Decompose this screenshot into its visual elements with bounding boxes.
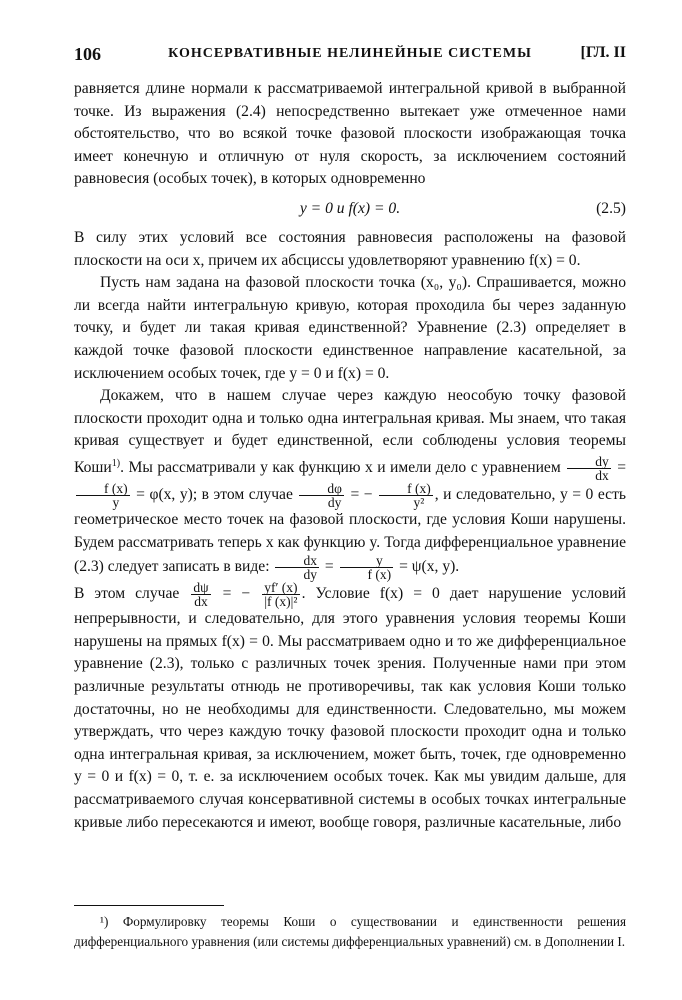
equation-2-5-body: y = 0 и f(x) = 0.	[299, 199, 401, 217]
main-text	[74, 78, 626, 834]
footnote-marker: 1)	[111, 457, 121, 469]
paragraph-4-part-c: = φ(x, y); в этом случае	[136, 486, 293, 504]
paragraph-4-part-b: . Мы рассматривали y как функцию x и имели дело с уравнением	[120, 459, 561, 477]
paragraph-5-part-b: . Условие f(x) = 0 дает нарушение условий непрерывности, и следовательно, для этого уравнения условия теоремы Коши нарушены на прямых f(x) = 0. Мы рассматриваем одно и то же дифференциальное уравнение (2.3), только с различных точек зрения. Полученные нами при этом различные результаты отнюдь не противоречивы, так как условия Коши только достаточны, но не необходимы для единственности. Следовательно, мы можем утверждать, что через каждую точку фазовой плоскости проходит одна и только одна интегральная кривая, за исключением, может быть, точек, где одновременно y = 0 и f(x) = 0, т. е. за исключением особых точек. Как мы увидим дальше, для рассматриваемого случая консервативной системы в особых точках интегральные кривые либо пересекаются и имеют, вообще говоря, различные касательные, либо	[74, 585, 627, 831]
chapter-label: [ГЛ. II	[580, 44, 626, 61]
equation-2-5-number: (2.5)	[596, 199, 626, 217]
fraction-dpsi-dx: $\frac{d\psi}{dx}$	[193, 580, 209, 610]
footnote-mark: ¹)	[100, 914, 109, 929]
fraction-fx-y: $\frac{f (x)}{y}$	[76, 482, 130, 509]
paragraph-5	[74, 581, 626, 834]
minus-sign: = −	[350, 486, 373, 504]
minus-sign-2: = −	[222, 585, 251, 603]
paragraph-4-part-a: Докажем, что в нашем случае через каждую неособую точку фазовой плоскости проходит одна и только одна интегральная кривая. Мы знаем, что такая кривая существует и будет единственной, если соблюдены условия теоремы Коши	[74, 387, 626, 477]
running-title: КОНСЕРВАТИВНЫЕ НЕЛИНЕЙНЫЕ СИСТЕМЫ	[168, 46, 532, 61]
footnote-divider	[74, 905, 224, 906]
paragraph-5-part-a: В этом случае	[74, 585, 180, 603]
footnote	[74, 912, 626, 951]
fraction-dphi-dy: $\frac{d\varphi}{dy}$	[299, 482, 344, 509]
page-number: 106	[74, 44, 101, 64]
footnote-text: Формулировку теоремы Коши о существовании и единственности решения дифференциального уравнения (или системы дифференциальных уравнений) см. в Дополнении I.	[74, 914, 627, 949]
paragraph-4-part-d: , и следовательно, y = 0 есть геометрическое место точек на фазовой плоскости, где условия Коши нарушены. Будем рассматривать теперь x как функцию y. Тогда дифференциальное уравнение (2.3) следует записать в виде:	[74, 486, 627, 576]
fraction-yfprime: $\frac{yf' (x)}{\text{|f (x)|²}}$	[264, 580, 298, 610]
fraction-fx-y2: $\frac{f (x)}{\text{y²}}$	[379, 482, 433, 509]
paragraph-4	[74, 385, 626, 581]
fraction-dy-dx: $\frac{dy}{dx}$	[567, 455, 611, 482]
equals-sign: =	[617, 459, 626, 477]
paragraph-1: равняется длине нормали к рассматриваемой интегральной кривой в выбранной точке. Из выражения (2.4) непосредственно вытекает уже отмеченное нами обстоятельство, что во всякой точке фазовой плоскости изображающая точка имеет конечную и отличную от нуля скорость, за исключением состояний равновесия (особых точек), в которых одновременно	[74, 80, 626, 188]
fraction-y-fx: $\frac{y}{f (x)}$	[340, 554, 394, 581]
fraction-dx-dy: $\frac{dx}{dy}$	[275, 554, 319, 581]
equals-sign-2: =	[324, 558, 334, 576]
paragraph-3: Пусть нам задана на фазовой плоскости точка (x₀, y₀). Спрашивается, можно ли всегда найти интегральную кривую, которая проходила бы через заданную точку, и будет ли такая кривая единственной? Уравнение (2.3) определяет в каждой точке фазовой плоскости единственное направление касательной, за исключением особых точек, где y = 0 и f(x) = 0.	[74, 274, 626, 382]
paragraph-2: В силу этих условий все состояния равновесия расположены на фазовой плоскости на оси x, причем их абсциссы удовлетворяют уравнению f(x) = 0.	[74, 228, 626, 269]
paragraph-4-part-e: = ψ(x, y).	[399, 558, 460, 576]
equation-2-5	[74, 191, 626, 227]
running-header	[74, 44, 626, 68]
